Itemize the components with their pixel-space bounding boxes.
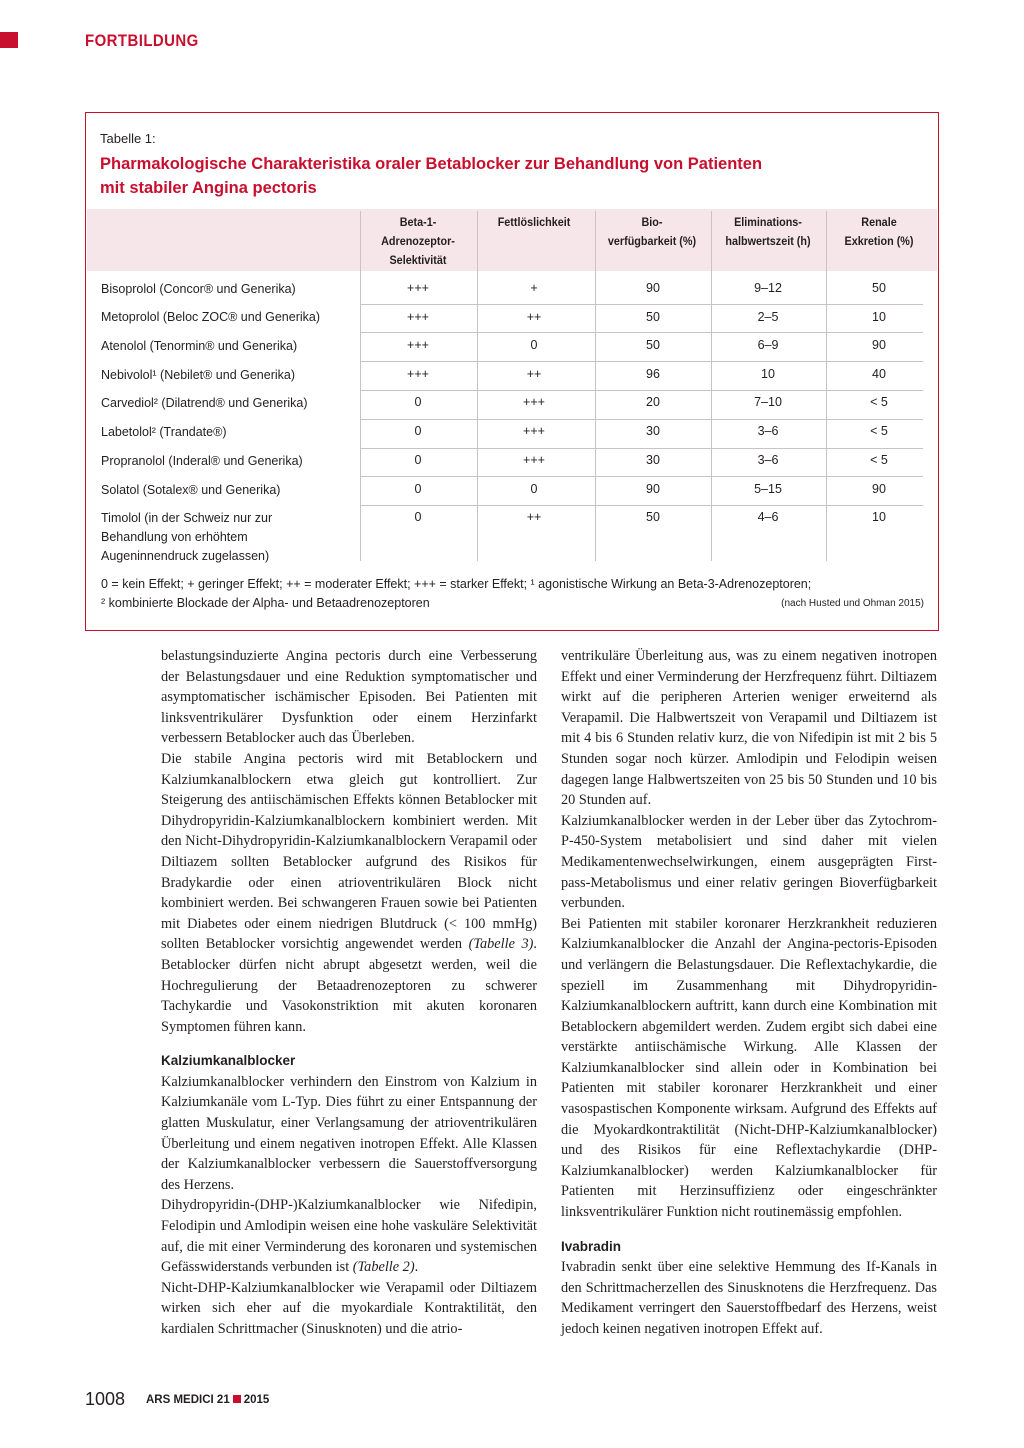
row-divider [360, 304, 923, 305]
table-cell: 50 [872, 281, 886, 295]
table-cell: ++ [526, 310, 542, 324]
page-number: 1008 [85, 1389, 126, 1409]
table-cell: 30 [646, 424, 660, 438]
drug-name: Atenolol (Tenormin® und Generika) [101, 339, 298, 353]
text-run: . Betablocker dürfen nicht abrupt abgesetzt werden, weil die Hochregulierung der Betaadrenozeptoren zu schwerer Tachykardie und Vasokonstriktion mit akuten koronaren Symptomen führen kann. [161, 936, 537, 1035]
table-cell: 96 [646, 367, 660, 381]
table-cell: 50 [646, 338, 660, 352]
body-column-right [561, 646, 937, 1340]
drug-name: Timolol (in der Schweiz nur zur [101, 511, 273, 525]
table-cell: 0 [414, 453, 422, 467]
table-cell: < 5 [870, 395, 888, 409]
table-footnote: ² kombinierte Blockade der Alpha- und Betaadrenozeptoren [101, 596, 430, 610]
table-cell: 7–10 [754, 395, 782, 409]
table-cell: +++ [523, 424, 545, 438]
table-title-line: Pharmakologische Charakteristika oraler Betablocker zur Behandlung von Patienten [100, 155, 763, 173]
table-reference: (Tabelle 2) [352, 1259, 415, 1276]
column-header-line: Fettlöslichkeit [497, 215, 571, 229]
table-cell: 90 [646, 482, 660, 496]
section-heading: Ivabradin [561, 1238, 622, 1254]
column-divider [826, 211, 827, 561]
table-reference: (Tabelle 3) [468, 936, 534, 953]
column-header-renal-excretion [831, 213, 926, 251]
table-cell: 0 [414, 424, 422, 438]
text-run: . [414, 1259, 419, 1276]
column-header-line: Selektivität [389, 253, 447, 267]
drug-name: Solatol (Sotalex® und Generika) [101, 483, 281, 497]
table-cell: 6–9 [757, 338, 779, 352]
table-cell: 3–6 [757, 453, 779, 467]
table-cell: 0 [414, 395, 422, 409]
row-divider [360, 390, 923, 391]
table-source: (nach Husted und Ohman 2015) [781, 598, 924, 609]
table-cell: 10 [761, 367, 775, 381]
table-cell: 0 [414, 510, 422, 524]
drug-name: Bisoprolol (Concor® und Generika) [101, 282, 296, 296]
table-cell: 40 [872, 367, 886, 381]
column-header-line: Bio- [641, 215, 663, 229]
table-cell: 50 [646, 310, 660, 324]
table-cell: 90 [872, 482, 886, 496]
column-divider [360, 211, 361, 561]
section-title: FORTBILDUNG [85, 31, 199, 50]
drug-name: Metoprolol (Beloc ZOC® und Generika) [101, 310, 321, 324]
table-cell: +++ [523, 453, 545, 467]
paragraph: ventrikuläre Überleitung aus, was zu einem negativen inotropen Effekt und einer Verminderung der Herzfrequenz führt. Diltiazem wirkt auf die peripheren Arterien weniger erweiternd als Verapamil. Die Halbwertszeit von Verapamil und Diltiazem ist mit 4 bis 6 Stunden relativ kurz, die von Nifedipin ist mit 2 bis 5 Stunden sogar noch kürzer. Amlodipin und Felodipin weisen dagegen lange Halbwertszeiten von 25 bis 50 Stunden und 10 bis 20 Stunden auf. [561, 648, 937, 809]
table-cell: 90 [646, 281, 660, 295]
drug-name: Nebivolol¹ (Nebilet® und Generika) [101, 368, 296, 382]
table-cell: +++ [407, 310, 429, 324]
row-divider [360, 332, 923, 333]
table-cell: < 5 [870, 424, 888, 438]
table-cell: 10 [872, 510, 886, 524]
journal-name: ARS MEDICI 21 [146, 1394, 230, 1406]
text-run: Die stabile Angina pectoris wird mit Betablockern und Kalziumkanalblockern etwa gleich gut kontrolliert. Zur Steigerung des antiischämischen Effekts können Betablocker mit Dihydropyridin-Kalziumkanalblockern kombiniert werden. Mit den Nicht-Dihydropyridin-Kalziumkanalblockern Verapamil oder Diltiazem sollten Betablocker aufgrund des Risikos für Bradykardie oder einen atrioventrikulären Block nicht kombiniert werden. Bei schwangeren Frauen sowie bei Patienten mit Diabetes oder einem niedrigen Blutdruck (< 100 mmHg) sollten Betablocker vorsichtig angewendet werden [161, 750, 537, 953]
table-label: Tabelle 1: [100, 131, 156, 146]
row-divider [360, 448, 923, 449]
paragraph: belastungsinduzierte Angina pectoris durch eine Verbesserung der Belastungsdauer und eine Reduktion symptomatischer und asymptomatischer ischämischer Episoden. Bei Patienten mit linksventrikulärer Dysfunktion oder einem Herzinfarkt verbessern Betablocker auch das Überleben. [161, 648, 537, 747]
table-cell: + [530, 281, 538, 295]
column-header-line: Beta-1- [399, 215, 437, 229]
column-header-line: Exkretion (%) [844, 234, 914, 248]
separator-square [233, 1395, 241, 1403]
table-cell: 10 [872, 310, 886, 324]
paragraph: Kalziumkanalblocker verhindern den Einstrom von Kalzium in Kalziumkanäle vom L-Typ. Dies führt zu einer Entspannung der glatten Muskulatur, einer Verlangsamung der atrioventrikulären Überleitung und einem negativen inotropen Effekt. Alle Klassen der Kalziumkanalblocker verbessern die Sauerstoffversorgung des Herzens. [161, 1073, 537, 1193]
table-cell: 30 [646, 453, 660, 467]
table-cell: +++ [523, 395, 545, 409]
journal-info [146, 1394, 269, 1406]
drug-name: Behandlung von erhöhtem [101, 530, 248, 544]
table-cell: 0 [414, 482, 422, 496]
table-cell: +++ [407, 367, 429, 381]
text-run: Dihydropyridin-(DHP-)Kalziumkanalblocker wie Nifedipin, Felodipin und Amlodipin weisen eine hohe vaskuläre Selektivität auf, die mit einer Verminderung des koronaren und systemischen Gefässwiderstands verbunden ist [161, 1197, 537, 1276]
column-header-line: Renale [861, 215, 897, 229]
table-cell: 0 [530, 482, 538, 496]
column-divider [595, 211, 596, 561]
row-divider [360, 361, 923, 362]
table-footnote: 0 = kein Effekt; + geringer Effekt; ++ = moderater Effekt; +++ = starker Effekt; ¹ agonistische Wirkung an Beta-3-Adrenozeptoren; [101, 577, 812, 591]
paragraph: Ivabradin senkt über eine selektive Hemmung des If-Kanals in den Schrittmacherzellen des Sinusknotens die Herzfrequenz. Das Medikament verringert den Sauerstoffbedarf des Herzens, weist jedoch keinen negativen inotropen Effekt auf. [561, 1259, 937, 1337]
drug-name: Labetolol² (Trandate®) [101, 425, 227, 439]
table-cell: 2–5 [757, 310, 779, 324]
column-header-half-life [718, 213, 819, 251]
paragraph: Bei Patienten mit stabiler koronarer Herzkrankheit reduzieren Kalziumkanalblocker die Anzahl der Angina-pectoris-Episoden und verlängern die Belastungsdauer. Die Reflextachykardie, die speziell im Zusammenhang mit Dihydropyridin-Kalziumkanalblockern auftritt, kann durch eine Kombination mit Betablockern abgemildert werden. Zudem ergibt sich dabei eine verstärkte antiischämische Wirkung. Alle Klassen der Kalziumkanalblocker sind allein oder in Kombination bei Patienten mit stabiler koronarer Herzkrankheit und einer vasospastischen Komponente wirksam. Aufgrund des Effekts auf die Myokardkontraktilität (Nicht-DHP-Kalziumkanalblocker) und des Risikos für eine Reflextachykardie (DHP-Kalziumkanalblocker) werden Kalziumkanalblocker für Patienten mit Herzinsuffizienz oder eingeschränkter linksventrikulärer Funktion nicht routinemässig empfohlen. [561, 915, 937, 1221]
section-marker [0, 32, 18, 48]
table-cell: 0 [530, 338, 538, 352]
paragraph: Kalziumkanalblocker werden in der Leber über das Zytochrom-P-450-System metabolisiert und sind daher mit vielen Medikamentenwechselwirkungen, einem ausgeprägten First-pass-Metabolismus und einer relativ geringen Bioverfügbarkeit verbunden. [561, 812, 937, 912]
column-header-selectivity [373, 213, 463, 270]
drug-name: Propranolol (Inderal® und Generika) [101, 454, 303, 468]
body-column-left [161, 646, 537, 1340]
table-cell: 90 [872, 338, 886, 352]
table-cell: < 5 [870, 453, 888, 467]
paragraph [161, 749, 537, 1037]
journal-year: 2015 [243, 1394, 270, 1406]
column-header-line: halbwertszeit (h) [725, 234, 811, 248]
drug-name: Carvediol² (Dilatrend® und Generika) [101, 396, 308, 410]
table-cell: +++ [407, 281, 429, 295]
column-header-line: Eliminations- [734, 215, 802, 229]
row-divider [360, 419, 923, 420]
column-header-line: verfügbarkeit (%) [607, 234, 697, 248]
column-divider [711, 211, 712, 561]
table-cell: ++ [526, 510, 542, 524]
table-cell: 9–12 [754, 281, 782, 295]
paragraph: Nicht-DHP-Kalziumkanalblocker wie Verapamil oder Diltiazem wirken sich eher auf die myokardiale Kontraktilität, den kardialen Schrittmacher (Sinusknoten) und die atrio- [161, 1279, 537, 1337]
section-heading: Kalziumkanalblocker [161, 1053, 296, 1069]
drug-name: Augeninnendruck zugelassen) [101, 549, 270, 563]
table-cell: 3–6 [757, 424, 779, 438]
column-header-line: Adrenozeptor- [381, 234, 455, 248]
row-divider [360, 476, 923, 477]
table-cell: 4–6 [757, 510, 779, 524]
row-divider [360, 505, 923, 506]
column-header-bioavailability [602, 213, 703, 251]
table-cell: 20 [646, 395, 660, 409]
table-cell: 5–15 [754, 482, 782, 496]
paragraph [161, 1195, 537, 1277]
table-cell: +++ [407, 338, 429, 352]
table-cell: ++ [526, 367, 542, 381]
column-header-lipophilicity [489, 213, 579, 232]
table-title-line: mit stabiler Angina pectoris [100, 179, 317, 197]
table-title [100, 152, 860, 200]
column-divider [477, 211, 478, 561]
table-cell: 50 [646, 510, 660, 524]
